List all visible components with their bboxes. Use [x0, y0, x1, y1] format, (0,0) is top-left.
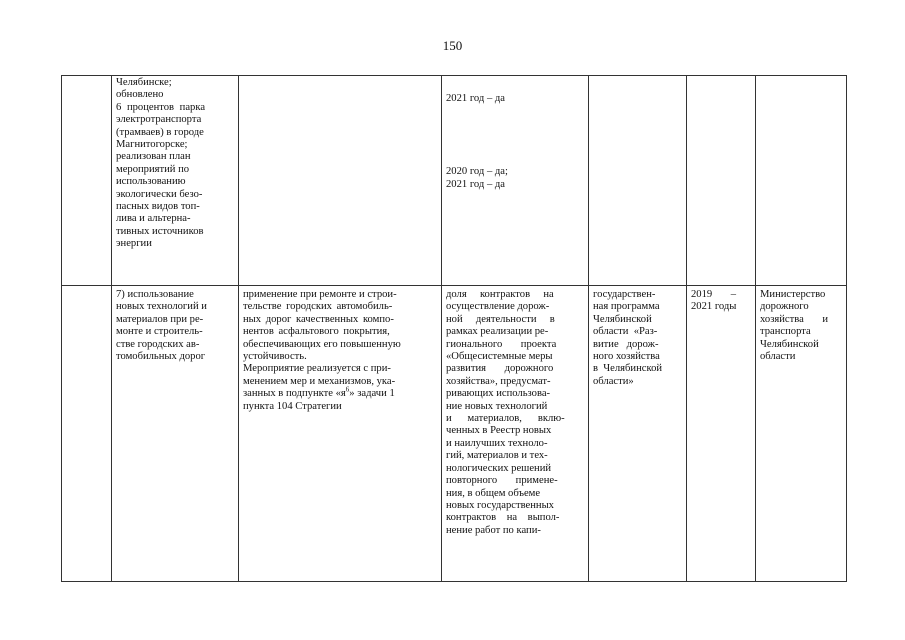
cell-number: [62, 76, 112, 286]
description-line: нентов асфальтового покрытия,: [243, 326, 390, 338]
description-text: занных в подпункте «я: [243, 388, 346, 400]
measure-line: обновлено: [116, 89, 164, 101]
indicator-line: повторного примене-: [446, 475, 558, 487]
measure-line: монте и строитель-: [116, 326, 203, 338]
cell-indicator: [442, 76, 589, 286]
indicator-line: развития дорожного: [446, 363, 554, 375]
cell-executor: [756, 76, 847, 286]
indicator-line: ной деятельности в: [446, 313, 555, 325]
program-line: в Челябинской: [593, 363, 663, 375]
description-text: » задачи 1: [349, 388, 395, 400]
description-line: ных дорог качественных компо-: [243, 313, 394, 325]
cell-period: [687, 286, 756, 582]
executor-line: транспорта: [760, 326, 811, 338]
description-line: устойчивость.: [243, 351, 307, 363]
description-line: пункта 104 Стратегии: [243, 400, 342, 412]
measure-line: новых технологий и: [116, 301, 207, 313]
cell-description: [239, 76, 442, 286]
measure-line: тивных источников: [116, 225, 204, 237]
indicator-value: 2021 год – да: [446, 93, 505, 104]
measure-line: Магнитогорске;: [116, 139, 188, 151]
executor-line: Челябинской: [760, 338, 819, 350]
indicator-line: и наилучших техноло-: [446, 437, 548, 449]
table-row: [62, 76, 847, 286]
program-line: ного хозяйства: [593, 351, 660, 363]
executor-line: дорожного: [760, 301, 809, 313]
indicator-line: ченных в Реестр новых: [446, 425, 552, 437]
measure-line: реализован план: [116, 151, 191, 163]
indicator-line: нение работ по капи-: [446, 524, 541, 536]
description-line: тельстве городских автомобиль-: [243, 301, 393, 313]
indicator-line: гий, материалов и тех-: [446, 450, 548, 462]
measure-line: мероприятий по: [116, 163, 190, 175]
period-line: 2021 годы: [691, 301, 737, 313]
indicator-value: 2021 год – да: [446, 178, 505, 190]
indicator-line: новых государственных: [446, 499, 554, 511]
measure-line: энергии: [116, 238, 152, 250]
cell-description: [239, 286, 442, 582]
measures-table: [61, 75, 847, 582]
measure-line: (трамваев) в городе: [116, 126, 204, 138]
period-line: 2019 –: [691, 289, 737, 300]
program-line: Челябинской: [593, 313, 652, 325]
cell-number: [62, 286, 112, 582]
cell-program: [589, 286, 687, 582]
measure-line: лива и альтерна-: [116, 213, 191, 225]
description-line: обеспечивающих его повышенную: [243, 338, 401, 350]
indicator-line: ривающих использова-: [446, 388, 551, 400]
measure-line: пасных видов топ-: [116, 201, 200, 213]
indicator-line: хозяйства», предусмат-: [446, 375, 551, 387]
measure-line: экологически безо-: [116, 188, 203, 200]
description-line: менением мер и механизмов, ука-: [243, 375, 396, 387]
cell-program: [589, 76, 687, 286]
indicator-line: доля контрактов на: [446, 289, 554, 300]
indicator-value: 2020 год – да;: [446, 166, 508, 178]
description-line: применение при ремонте и строи-: [243, 289, 397, 300]
measure-line: томобильных дорог: [116, 351, 206, 363]
cell-measure: [112, 286, 239, 582]
program-line: ная программа: [593, 301, 660, 313]
page-number: 150: [442, 38, 463, 53]
measure-line: электротранспорта: [116, 114, 202, 126]
measure-line: 6 процентов парка: [116, 101, 206, 113]
table-row: [62, 286, 847, 582]
program-line: государствен-: [593, 289, 656, 300]
program-line: области»: [593, 375, 634, 387]
description-line: Мероприятие реализуется с при-: [243, 363, 391, 375]
indicator-line: ния, в общем объеме: [446, 487, 541, 499]
indicator-line: ние новых технологий: [446, 400, 548, 412]
indicator-line: и материалов, вклю-: [446, 413, 565, 425]
indicator-line: контрактов на выпол-: [446, 512, 560, 524]
executor-line: хозяйства и: [760, 313, 829, 325]
cell-measure: [112, 76, 239, 286]
measure-line: стве городских ав-: [116, 338, 200, 350]
measure-line: 7) использование: [116, 289, 194, 300]
cell-indicator: [442, 286, 589, 582]
indicator-line: рамках реализации ре-: [446, 326, 549, 338]
program-line: области «Раз-: [593, 326, 658, 338]
measure-line: Челябинске;: [116, 77, 172, 88]
measure-line: использованию: [116, 176, 186, 188]
cell-period: [687, 76, 756, 286]
executor-line: Министерство: [760, 289, 826, 300]
footnote-mark: 6: [345, 385, 350, 394]
indicator-line: осуществление дорож-: [446, 301, 550, 313]
indicator-line: гионального проекта: [446, 338, 557, 350]
indicator-line: «Общесистемные меры: [446, 351, 553, 363]
description-line: [243, 385, 437, 400]
executor-line: области: [760, 351, 796, 363]
measure-line: материалов при ре-: [116, 313, 204, 325]
cell-executor: [756, 286, 847, 582]
indicator-line: нологических решений: [446, 462, 552, 474]
program-line: витие дорож-: [593, 338, 659, 350]
